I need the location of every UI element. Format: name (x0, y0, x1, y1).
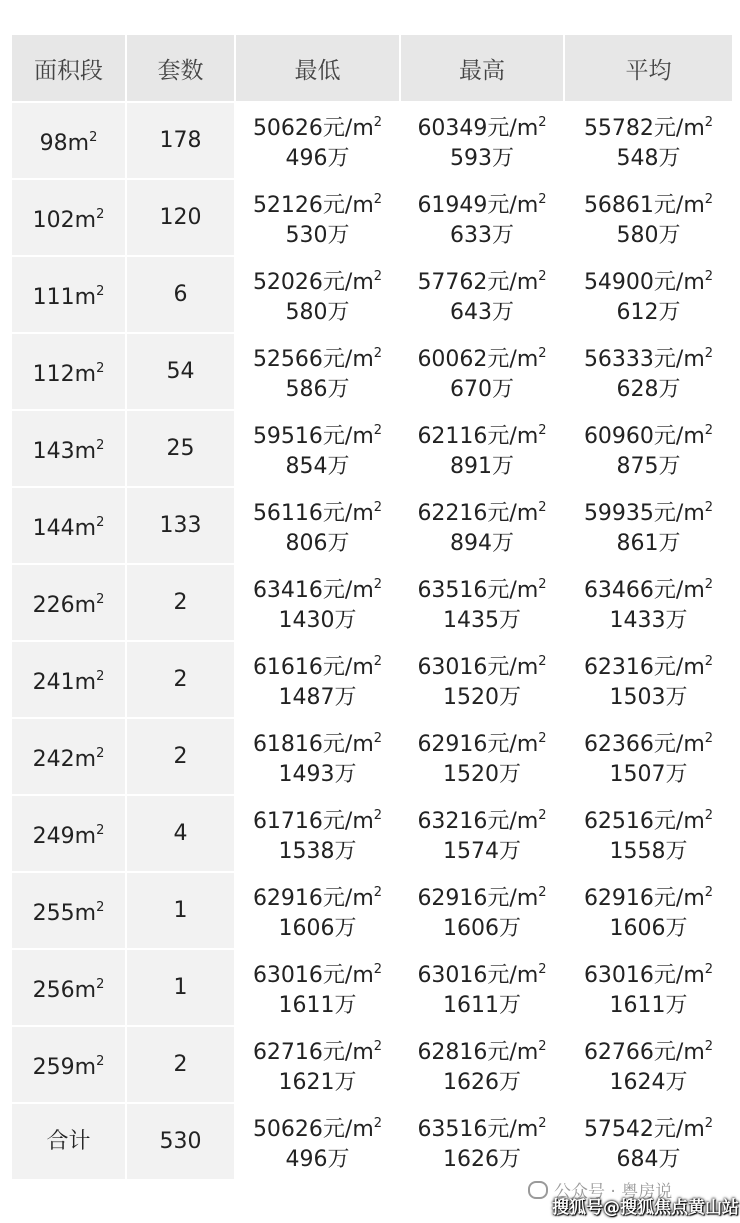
min-unit-price (236, 1109, 399, 1145)
min-unit-price (236, 955, 399, 991)
avg-total-price: 875万 (616, 453, 681, 479)
min-total-price: 1611万 (278, 992, 357, 1018)
min-unit-price (236, 647, 399, 683)
min-unit-price-value: 52566元/m (252, 346, 374, 372)
max-unit-price (401, 185, 563, 221)
unit-superscript: 2 (373, 807, 383, 823)
avg-price-cell (565, 565, 732, 640)
area-cell (12, 103, 125, 178)
avg-price-cell (565, 334, 732, 409)
max-unit-price (401, 801, 563, 837)
max-price-cell (401, 180, 563, 255)
avg-total-price: 861万 (616, 530, 681, 556)
max-total-price: 1520万 (443, 684, 521, 710)
unit-superscript: 2 (538, 1038, 547, 1054)
unit-superscript: 2 (538, 730, 547, 746)
avg-unit-price-value: 54900元/m (583, 269, 705, 295)
avg-unit-price-value: 63016元/m (583, 962, 705, 988)
area-unit-superscript: 2 (96, 822, 105, 838)
table-header-row (12, 35, 732, 101)
area-unit-superscript: 2 (96, 283, 105, 299)
area-cell (12, 1104, 125, 1179)
table-body (12, 103, 732, 1179)
avg-unit-price (565, 262, 732, 298)
count-cell: 2 (127, 1027, 234, 1102)
table-row (12, 873, 732, 948)
max-total-price: 670万 (450, 376, 514, 402)
area-cell (12, 642, 125, 717)
min-unit-price (236, 801, 399, 837)
area-unit-superscript: 2 (96, 437, 105, 453)
table-row (12, 796, 732, 871)
max-unit-price-value: 62916元/m (417, 885, 539, 911)
max-total-price: 1626万 (443, 1069, 521, 1095)
max-price-cell (401, 1027, 563, 1102)
table-row (12, 719, 732, 794)
area-cell (12, 411, 125, 486)
min-total-price: 1430万 (278, 607, 357, 633)
unit-superscript: 2 (538, 268, 547, 284)
unit-superscript: 2 (373, 1115, 383, 1131)
area-cell (12, 565, 125, 640)
min-price-cell (236, 103, 399, 178)
unit-superscript: 2 (373, 345, 383, 361)
avg-total-price: 1507万 (609, 761, 688, 787)
avg-total-price: 628万 (616, 376, 681, 402)
count-cell: 54 (127, 334, 234, 409)
max-unit-price (401, 262, 563, 298)
area-cell (12, 796, 125, 871)
price-table (10, 33, 734, 1181)
unit-superscript: 2 (373, 268, 383, 284)
area-value: 143m (32, 438, 97, 464)
min-unit-price-value: 63016元/m (252, 962, 374, 988)
total-row (12, 1104, 732, 1179)
header-count: 套数 (127, 35, 234, 101)
avg-unit-price (565, 570, 732, 606)
unit-superscript: 2 (704, 576, 714, 592)
unit-superscript: 2 (373, 191, 383, 207)
max-unit-price (401, 570, 563, 606)
avg-price-cell (565, 950, 732, 1025)
avg-price-cell (565, 180, 732, 255)
avg-total-price: 1611万 (609, 992, 688, 1018)
min-total-price: 1493万 (278, 761, 357, 787)
count-cell: 2 (127, 642, 234, 717)
max-unit-price (401, 493, 563, 529)
max-unit-price (401, 1032, 563, 1068)
area-unit-superscript: 2 (96, 899, 105, 915)
avg-price-cell (565, 873, 732, 948)
max-unit-price-value: 57762元/m (417, 269, 539, 295)
min-unit-price (236, 724, 399, 760)
min-unit-price (236, 493, 399, 529)
avg-total-price: 1606万 (609, 915, 688, 941)
unit-superscript: 2 (373, 884, 383, 900)
count-cell: 530 (127, 1104, 234, 1179)
area-cell (12, 180, 125, 255)
avg-price-cell (565, 719, 732, 794)
min-unit-price (236, 108, 399, 144)
max-total-price: 593万 (450, 145, 514, 171)
table-row (12, 565, 732, 640)
watermark-text: 公众号 · 粤房说 (554, 1182, 673, 1202)
min-unit-price-value: 61716元/m (252, 808, 374, 834)
table-row (12, 642, 732, 717)
area-unit-superscript: 2 (96, 206, 105, 222)
min-price-cell (236, 488, 399, 563)
avg-total-price: 1503万 (609, 684, 688, 710)
area-value: 102m (32, 207, 97, 233)
min-unit-price (236, 262, 399, 298)
max-price-cell (401, 1104, 563, 1179)
table-row (12, 1027, 732, 1102)
table-row (12, 950, 732, 1025)
area-value: 合计 (46, 1128, 91, 1154)
max-price-cell (401, 873, 563, 948)
min-total-price: 806万 (285, 530, 350, 556)
avg-unit-price-value: 63466元/m (583, 577, 705, 603)
max-price-cell (401, 796, 563, 871)
min-total-price: 1606万 (278, 915, 357, 941)
max-unit-price-value: 60062元/m (417, 346, 539, 372)
unit-superscript: 2 (373, 653, 383, 669)
max-unit-price (401, 647, 563, 683)
avg-total-price: 1558万 (609, 838, 688, 864)
max-total-price: 1520万 (443, 761, 521, 787)
min-price-cell (236, 334, 399, 409)
avg-unit-price-value: 62766元/m (583, 1039, 705, 1065)
area-unit-superscript: 2 (96, 668, 105, 684)
area-value: 249m (32, 823, 97, 849)
avg-total-price: 684万 (616, 1146, 681, 1172)
avg-unit-price-value: 57542元/m (583, 1116, 705, 1142)
min-unit-price-value: 50626元/m (252, 1116, 374, 1142)
min-total-price: 496万 (285, 1146, 350, 1172)
avg-total-price: 612万 (616, 299, 681, 325)
avg-unit-price (565, 878, 732, 914)
unit-superscript: 2 (704, 268, 714, 284)
area-value: 98m (39, 130, 90, 156)
area-value: 259m (32, 1054, 97, 1080)
area-value: 255m (32, 900, 97, 926)
avg-price-cell (565, 257, 732, 332)
avg-price-cell (565, 796, 732, 871)
max-total-price: 894万 (450, 530, 514, 556)
avg-unit-price-value: 60960元/m (583, 423, 705, 449)
min-total-price: 1538万 (278, 838, 357, 864)
unit-superscript: 2 (373, 114, 383, 130)
max-unit-price (401, 1109, 563, 1145)
count-cell: 1 (127, 873, 234, 948)
max-unit-price-value: 63516元/m (417, 577, 539, 603)
min-total-price: 530万 (285, 222, 350, 248)
count-cell: 133 (127, 488, 234, 563)
max-total-price: 891万 (450, 453, 514, 479)
area-value: 144m (32, 515, 97, 541)
unit-superscript: 2 (704, 961, 714, 977)
avg-unit-price (565, 724, 732, 760)
min-total-price: 586万 (285, 376, 350, 402)
max-unit-price-value: 63016元/m (417, 654, 539, 680)
avg-unit-price (565, 185, 732, 221)
min-unit-price (236, 1032, 399, 1068)
area-cell (12, 334, 125, 409)
table-row (12, 257, 732, 332)
min-price-cell (236, 180, 399, 255)
avg-price-cell (565, 642, 732, 717)
min-total-price: 580万 (285, 299, 350, 325)
area-cell (12, 873, 125, 948)
max-total-price: 643万 (450, 299, 514, 325)
unit-superscript: 2 (538, 807, 547, 823)
max-unit-price-value: 62816元/m (417, 1039, 539, 1065)
area-value: 242m (32, 746, 97, 772)
unit-superscript: 2 (704, 807, 714, 823)
min-unit-price (236, 339, 399, 375)
max-unit-price-value: 60349元/m (417, 115, 539, 141)
max-total-price: 1606万 (443, 915, 521, 941)
count-cell: 178 (127, 103, 234, 178)
avg-price-cell (565, 488, 732, 563)
max-unit-price (401, 955, 563, 991)
unit-superscript: 2 (538, 1115, 547, 1131)
max-unit-price-value: 62916元/m (417, 731, 539, 757)
min-unit-price-value: 56116元/m (252, 500, 374, 526)
min-unit-price (236, 878, 399, 914)
min-price-cell (236, 1027, 399, 1102)
min-price-cell (236, 873, 399, 948)
area-unit-superscript: 2 (96, 514, 105, 530)
min-unit-price (236, 185, 399, 221)
unit-superscript: 2 (704, 191, 714, 207)
header-area: 面积段 (12, 35, 125, 101)
table-row (12, 488, 732, 563)
area-value: 256m (32, 977, 97, 1003)
unit-superscript: 2 (704, 114, 714, 130)
max-price-cell (401, 334, 563, 409)
area-unit-superscript: 2 (89, 129, 98, 145)
max-total-price: 1626万 (443, 1146, 521, 1172)
avg-total-price: 1624万 (609, 1069, 688, 1095)
area-unit-superscript: 2 (96, 1053, 105, 1069)
area-unit-superscript: 2 (96, 591, 105, 607)
min-unit-price-value: 52126元/m (252, 192, 374, 218)
max-price-cell (401, 488, 563, 563)
max-unit-price (401, 339, 563, 375)
min-price-cell (236, 796, 399, 871)
min-unit-price-value: 62916元/m (252, 885, 374, 911)
count-cell: 2 (127, 565, 234, 640)
header-avg: 平均 (565, 35, 732, 101)
max-unit-price-value: 63216元/m (417, 808, 539, 834)
min-unit-price-value: 61616元/m (252, 654, 374, 680)
avg-unit-price-value: 62916元/m (583, 885, 705, 911)
max-unit-price-value: 62216元/m (417, 500, 539, 526)
min-unit-price (236, 416, 399, 452)
area-unit-superscript: 2 (96, 745, 105, 761)
unit-superscript: 2 (538, 653, 547, 669)
area-cell (12, 488, 125, 563)
avg-price-cell (565, 103, 732, 178)
max-unit-price-value: 63016元/m (417, 962, 539, 988)
max-unit-price-value: 63516元/m (417, 1116, 539, 1142)
area-cell (12, 1027, 125, 1102)
avg-unit-price-value: 56861元/m (583, 192, 705, 218)
header-max: 最高 (401, 35, 563, 101)
avg-unit-price (565, 339, 732, 375)
avg-unit-price-value: 55782元/m (583, 115, 705, 141)
max-unit-price (401, 878, 563, 914)
avg-unit-price (565, 647, 732, 683)
unit-superscript: 2 (538, 499, 547, 515)
max-price-cell (401, 257, 563, 332)
min-unit-price-value: 59516元/m (252, 423, 374, 449)
unit-superscript: 2 (373, 730, 383, 746)
max-unit-price (401, 416, 563, 452)
area-cell (12, 257, 125, 332)
max-unit-price (401, 108, 563, 144)
avg-price-cell (565, 1027, 732, 1102)
min-price-cell (236, 257, 399, 332)
unit-superscript: 2 (704, 653, 714, 669)
avg-unit-price (565, 1109, 732, 1145)
unit-superscript: 2 (538, 884, 547, 900)
area-value: 111m (32, 284, 97, 310)
max-price-cell (401, 950, 563, 1025)
min-unit-price-value: 61816元/m (252, 731, 374, 757)
area-cell (12, 719, 125, 794)
max-total-price: 1611万 (443, 992, 521, 1018)
min-total-price: 854万 (285, 453, 350, 479)
avg-unit-price-value: 62516元/m (583, 808, 705, 834)
count-cell: 6 (127, 257, 234, 332)
area-value: 226m (32, 592, 97, 618)
min-unit-price (236, 570, 399, 606)
unit-superscript: 2 (538, 191, 547, 207)
unit-superscript: 2 (538, 576, 547, 592)
avg-price-cell (565, 1104, 732, 1179)
table-row (12, 411, 732, 486)
avg-unit-price-value: 56333元/m (583, 346, 705, 372)
header-min: 最低 (236, 35, 399, 101)
unit-superscript: 2 (373, 499, 383, 515)
unit-superscript: 2 (704, 1038, 714, 1054)
min-price-cell (236, 642, 399, 717)
count-cell: 2 (127, 719, 234, 794)
count-cell: 1 (127, 950, 234, 1025)
table-row (12, 334, 732, 409)
area-unit-superscript: 2 (96, 976, 105, 992)
area-value: 241m (32, 669, 97, 695)
table-row (12, 103, 732, 178)
max-price-cell (401, 103, 563, 178)
max-unit-price-value: 61949元/m (417, 192, 539, 218)
max-price-cell (401, 565, 563, 640)
unit-superscript: 2 (704, 884, 714, 900)
unit-superscript: 2 (538, 961, 547, 977)
unit-superscript: 2 (704, 345, 714, 361)
table-row (12, 180, 732, 255)
min-total-price: 1487万 (278, 684, 357, 710)
avg-unit-price-value: 59935元/m (583, 500, 705, 526)
unit-superscript: 2 (373, 576, 383, 592)
min-price-cell (236, 1104, 399, 1179)
min-total-price: 1621万 (278, 1069, 357, 1095)
max-total-price: 1574万 (443, 838, 521, 864)
avg-unit-price (565, 955, 732, 991)
min-unit-price-value: 62716元/m (252, 1039, 374, 1065)
min-total-price: 496万 (285, 145, 350, 171)
avg-total-price: 1433万 (609, 607, 688, 633)
avg-unit-price (565, 801, 732, 837)
unit-superscript: 2 (373, 1038, 383, 1054)
count-cell: 4 (127, 796, 234, 871)
min-price-cell (236, 950, 399, 1025)
unit-superscript: 2 (704, 730, 714, 746)
count-cell: 120 (127, 180, 234, 255)
min-unit-price-value: 50626元/m (252, 115, 374, 141)
unit-superscript: 2 (373, 961, 383, 977)
max-price-cell (401, 411, 563, 486)
max-total-price: 633万 (450, 222, 514, 248)
avg-total-price: 548万 (616, 145, 681, 171)
area-value: 112m (32, 361, 97, 387)
unit-superscript: 2 (373, 422, 383, 438)
max-unit-price-value: 62116元/m (417, 423, 539, 449)
max-price-cell (401, 642, 563, 717)
area-cell (12, 950, 125, 1025)
avg-unit-price (565, 493, 732, 529)
max-price-cell (401, 719, 563, 794)
unit-superscript: 2 (538, 345, 547, 361)
unit-superscript: 2 (538, 114, 547, 130)
unit-superscript: 2 (704, 1115, 714, 1131)
avg-unit-price-value: 62316元/m (583, 654, 705, 680)
min-unit-price-value: 63416元/m (252, 577, 374, 603)
min-price-cell (236, 565, 399, 640)
unit-superscript: 2 (704, 499, 714, 515)
min-unit-price-value: 52026元/m (252, 269, 374, 295)
unit-superscript: 2 (538, 422, 547, 438)
area-unit-superscript: 2 (96, 360, 105, 376)
avg-unit-price (565, 416, 732, 452)
wechat-icon (528, 1181, 548, 1199)
avg-unit-price-value: 62366元/m (583, 731, 705, 757)
avg-price-cell (565, 411, 732, 486)
max-unit-price (401, 724, 563, 760)
min-price-cell (236, 411, 399, 486)
count-cell: 25 (127, 411, 234, 486)
avg-unit-price (565, 1032, 732, 1068)
avg-total-price: 580万 (616, 222, 681, 248)
bottom-caption: 搜狐号@搜狐焦点黄山站 (552, 1198, 739, 1218)
max-total-price: 1435万 (443, 607, 521, 633)
min-price-cell (236, 719, 399, 794)
unit-superscript: 2 (704, 422, 714, 438)
avg-unit-price (565, 108, 732, 144)
